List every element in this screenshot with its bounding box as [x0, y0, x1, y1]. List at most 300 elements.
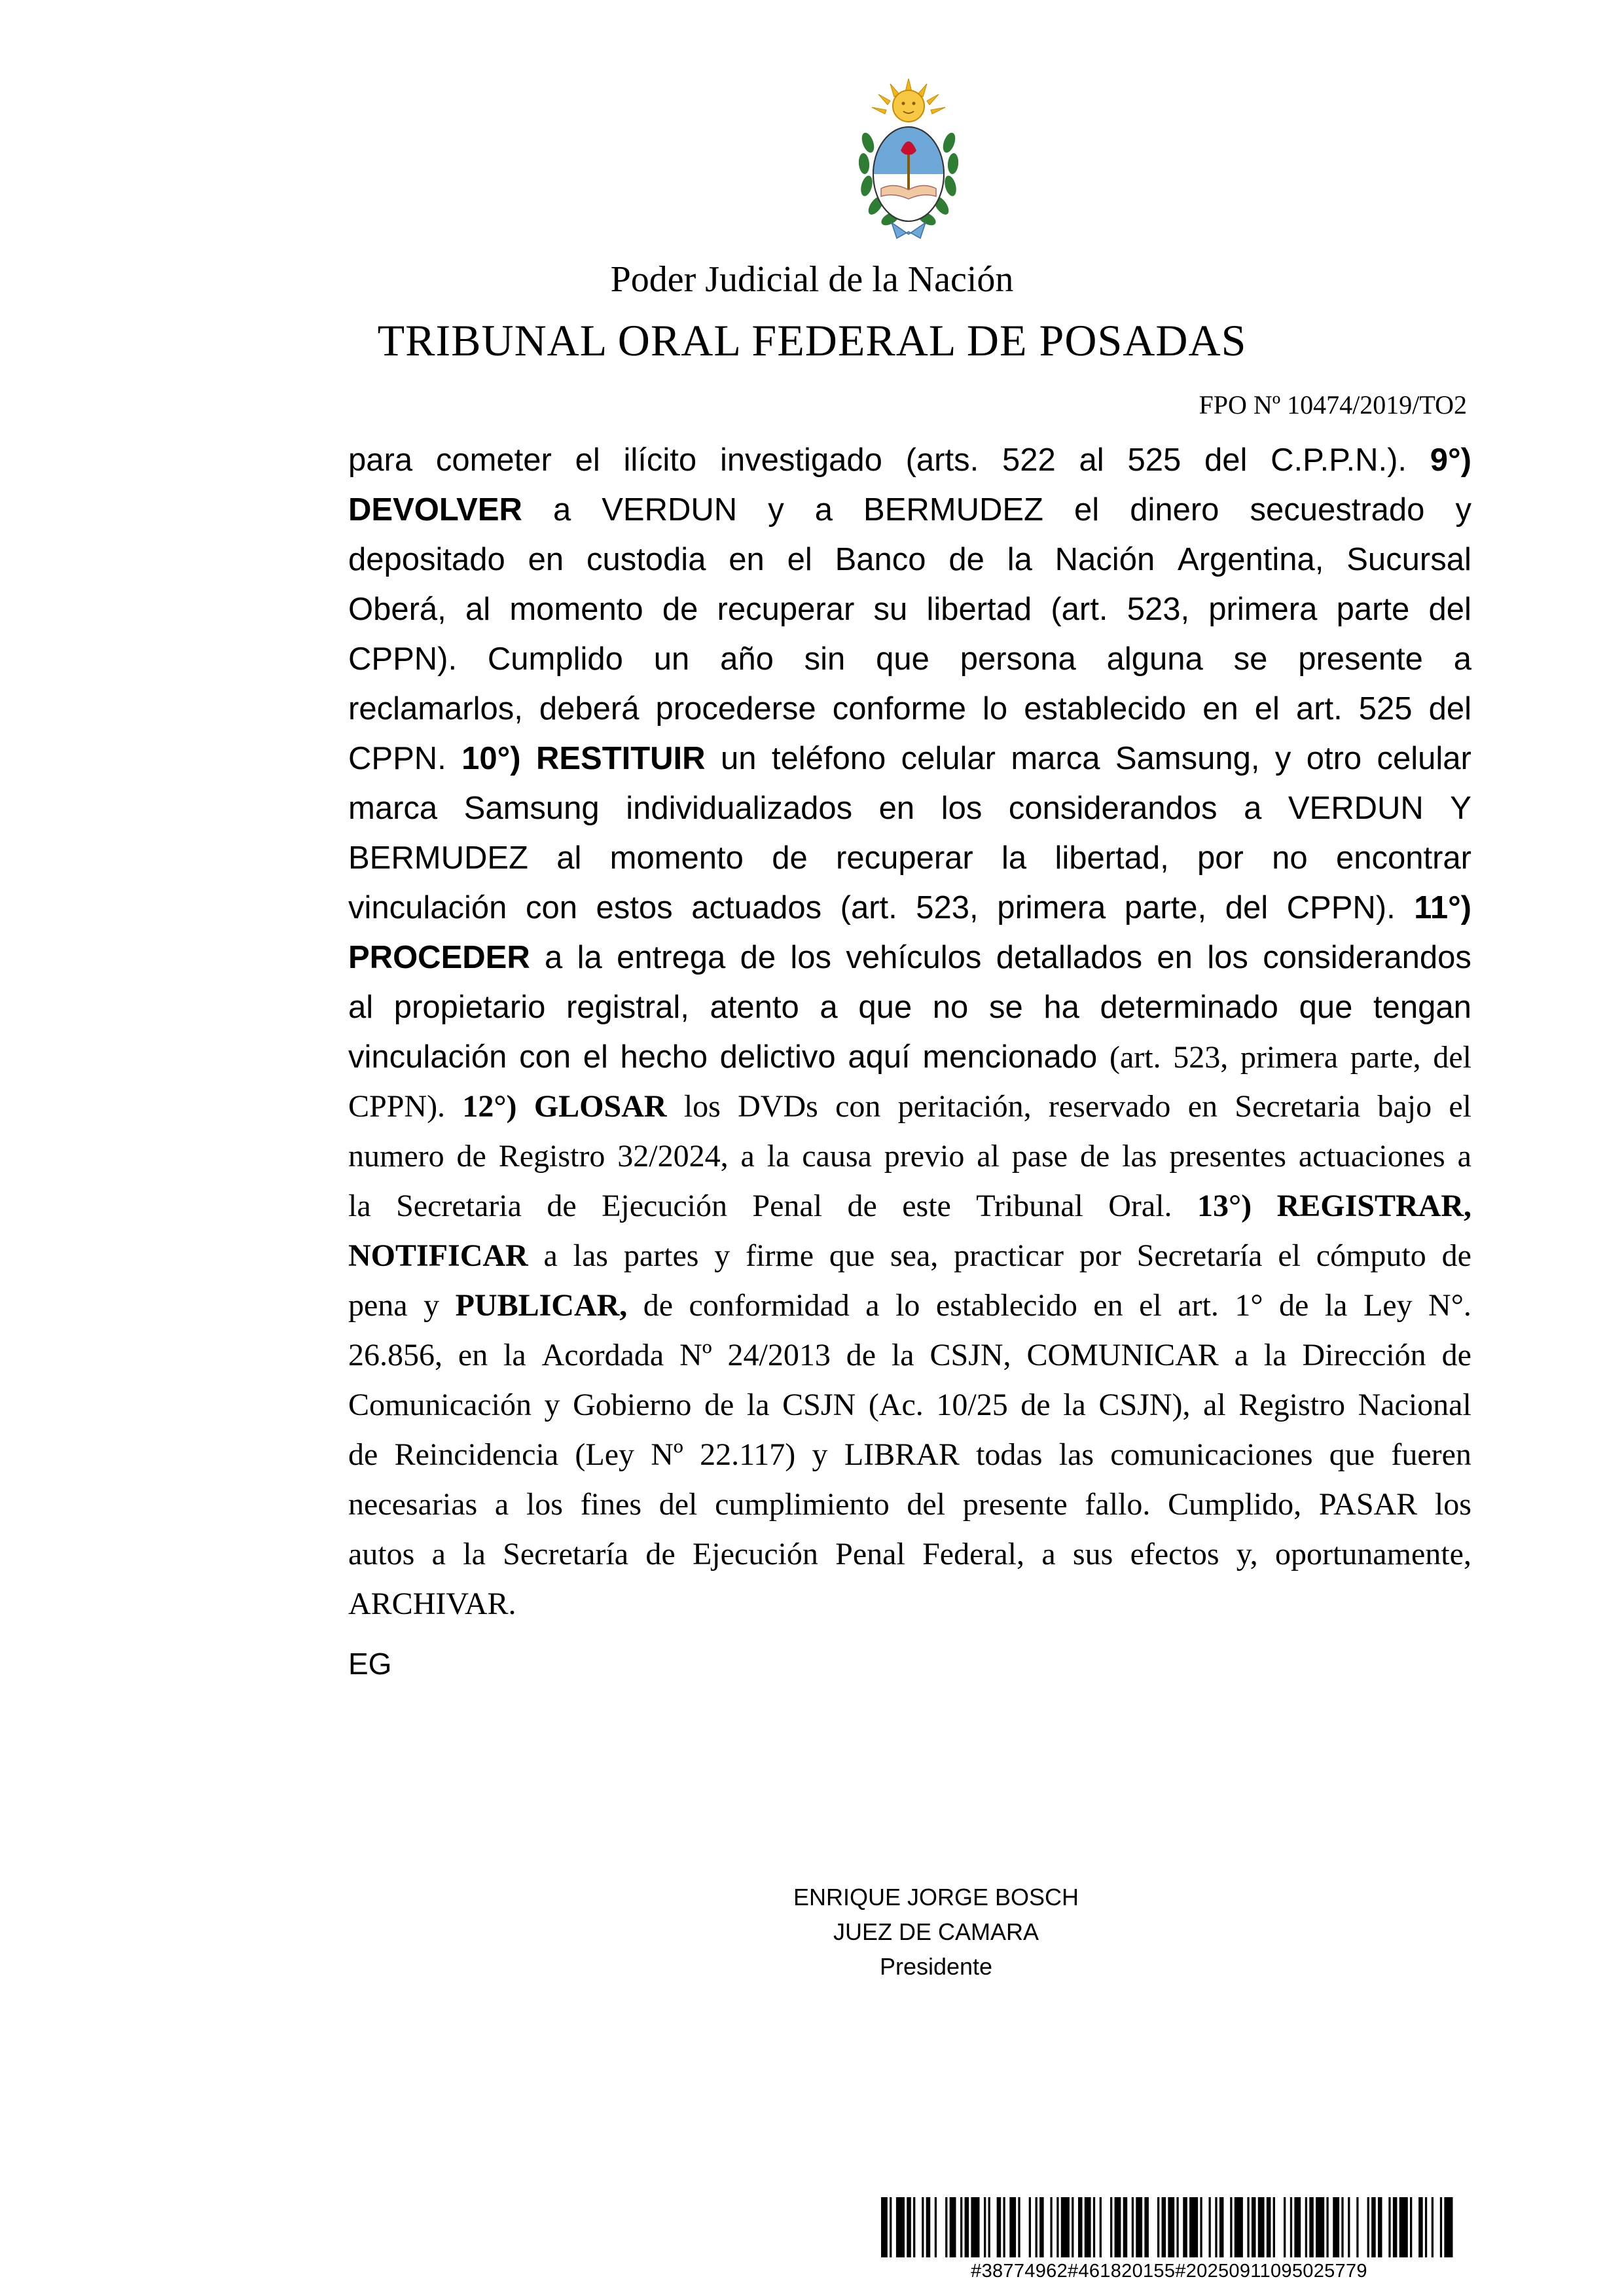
- barcode-bar: [1356, 2197, 1358, 2257]
- word: del: [1428, 592, 1471, 627]
- barcode-bar: [1393, 2197, 1398, 2257]
- word: cumplimiento: [715, 1487, 890, 1522]
- word: marca: [1011, 741, 1100, 776]
- word: persona: [960, 641, 1076, 677]
- word: la: [746, 1388, 770, 1422]
- word: 22.117): [700, 1437, 796, 1472]
- word: a: [494, 1487, 509, 1522]
- barcode-bar: [1273, 2197, 1275, 2257]
- word: propietario: [393, 990, 546, 1025]
- word: a: [814, 492, 833, 528]
- bold-word: PROCEDER: [348, 940, 530, 975]
- word: vinculación: [348, 1039, 507, 1075]
- word: 523,: [1127, 592, 1190, 627]
- word: LIBRAR: [844, 1437, 960, 1472]
- word: depositado: [348, 542, 505, 577]
- barcode-bar: [971, 2197, 979, 2257]
- barcode-bar: [1123, 2197, 1128, 2257]
- word: (art.: [840, 890, 897, 925]
- word: la: [463, 1537, 486, 1571]
- word: determinado: [1100, 990, 1278, 1025]
- barcode-bar: [1219, 2197, 1224, 2257]
- word: de: [662, 592, 698, 627]
- word: la: [503, 1338, 526, 1372]
- word: ARCHIVAR.: [348, 1587, 516, 1621]
- body-line: [348, 1032, 1471, 1082]
- word: efectos: [1130, 1537, 1219, 1571]
- barcode-bar: [1247, 2197, 1249, 2257]
- word: a: [820, 990, 838, 1025]
- bold-word: RESTITUIR: [535, 741, 706, 776]
- word: en: [528, 542, 564, 577]
- word: y,: [1236, 1537, 1258, 1571]
- word: en: [1187, 1089, 1218, 1124]
- word: el: [1139, 1288, 1162, 1323]
- word: ,: [619, 1288, 628, 1323]
- word: a: [1453, 641, 1471, 677]
- barcode-bar: [896, 2197, 905, 2257]
- body-line: [348, 435, 1471, 485]
- word: por: [1197, 840, 1244, 876]
- word: momento: [509, 592, 643, 627]
- word: Ejecución: [602, 1189, 727, 1223]
- body-line: [348, 535, 1471, 584]
- word: conformidad: [689, 1288, 850, 1323]
- word: de: [1079, 1139, 1110, 1174]
- word: COMUNICAR: [1026, 1338, 1219, 1372]
- word: que: [1299, 990, 1353, 1025]
- word: Ley: [1363, 1288, 1413, 1323]
- word: alguna: [1106, 641, 1203, 677]
- court-name: TRIBUNAL ORAL FEDERAL DE POSADAS: [377, 315, 1247, 365]
- word: investigado: [719, 442, 882, 478]
- barcode-bar: [1085, 2197, 1091, 2257]
- word: a: [865, 1288, 880, 1323]
- word: del: [1433, 1040, 1471, 1075]
- signature-block: [707, 1880, 1165, 1984]
- word: y: [1455, 492, 1471, 528]
- word: VERDUN: [602, 492, 738, 528]
- barcode-bar: [1316, 2197, 1324, 2257]
- word: sin: [804, 641, 846, 677]
- word: y: [544, 1388, 560, 1422]
- word: 32/2024,: [617, 1139, 729, 1174]
- word: a: [431, 1537, 446, 1571]
- word: de: [1279, 1288, 1309, 1323]
- word: que: [876, 641, 929, 677]
- word: que: [1329, 1437, 1375, 1472]
- word: presente: [962, 1487, 1068, 1522]
- word: hecho: [620, 1039, 708, 1075]
- word: las: [1122, 1139, 1157, 1174]
- word: actuados: [691, 890, 822, 925]
- barcode-bar: [1200, 2197, 1202, 2257]
- word: individualizados: [626, 791, 853, 826]
- word: (Ley: [575, 1437, 634, 1472]
- word: considerandos: [1263, 940, 1471, 975]
- barcode-bar: [1367, 2197, 1369, 2257]
- word: practicar: [954, 1238, 1064, 1273]
- word: vinculación: [348, 890, 507, 925]
- word: 26.856,: [348, 1338, 442, 1372]
- bold-word: DEVOLVER: [348, 492, 522, 528]
- word: marca: [348, 791, 438, 826]
- word: Tribunal: [976, 1189, 1083, 1223]
- word: Secretaria: [396, 1189, 522, 1223]
- barcode-bar: [1290, 2197, 1292, 2257]
- barcode-bar: [1162, 2197, 1166, 2257]
- word: ha: [1043, 990, 1079, 1025]
- word: del: [1428, 691, 1471, 726]
- word: CSJN,: [929, 1338, 1011, 1372]
- word: sus: [1072, 1537, 1113, 1571]
- word: custodia: [586, 542, 706, 577]
- word: establecido: [1024, 691, 1187, 726]
- word: para: [348, 442, 413, 478]
- barcode-bar: [1258, 2197, 1265, 2257]
- barcode-bar: [1305, 2197, 1307, 2257]
- word: art.: [1295, 691, 1343, 726]
- barcode-bar: [1056, 2197, 1058, 2257]
- word: Secretaría: [1136, 1238, 1263, 1273]
- barcode-bar: [1399, 2197, 1408, 2257]
- word: con: [525, 890, 577, 925]
- body-line: [348, 734, 1471, 783]
- barcode-bar: [1176, 2197, 1178, 2257]
- barcode-bar: [1018, 2197, 1020, 2257]
- word: procederse: [655, 691, 816, 726]
- word: los: [1207, 940, 1248, 975]
- word: Secretaría: [503, 1537, 629, 1571]
- signer-role: Presidente: [879, 1953, 993, 1980]
- word: de: [643, 1288, 674, 1323]
- word: del: [1225, 890, 1269, 925]
- bold-word: 9°): [1430, 442, 1471, 478]
- word: la: [1324, 1288, 1348, 1323]
- barcode-bar: [1440, 2197, 1442, 2257]
- word: Registro: [1238, 1388, 1345, 1422]
- barcode-bar: [935, 2197, 937, 2257]
- body-line: [348, 1082, 1471, 1132]
- word: las: [573, 1238, 608, 1273]
- barcode-bar: [913, 2197, 915, 2257]
- word: sea,: [890, 1238, 939, 1273]
- body-line: [348, 1331, 1471, 1380]
- body-line: [348, 584, 1471, 634]
- word: otro: [1306, 741, 1362, 776]
- word: previo: [884, 1139, 965, 1174]
- word: oportunamente,: [1274, 1537, 1471, 1571]
- word: 523,: [916, 890, 979, 925]
- word: del: [907, 1487, 946, 1522]
- barcode-bar: [1157, 2197, 1159, 2257]
- word: la: [1001, 840, 1027, 876]
- word: Samsung: [463, 791, 600, 826]
- word: la: [767, 1139, 790, 1174]
- word: no: [932, 990, 969, 1025]
- word: detallados: [996, 940, 1143, 975]
- word: el: [1278, 1238, 1301, 1273]
- word: primera: [997, 890, 1106, 925]
- word: Reincidencia: [394, 1437, 559, 1472]
- barcode-bar: [1252, 2197, 1256, 2257]
- word: de: [1020, 1388, 1051, 1422]
- word: y: [812, 1437, 828, 1472]
- word: tengan: [1373, 990, 1471, 1025]
- barcode-bar: [1230, 2197, 1232, 2257]
- word: Nacional: [1358, 1388, 1471, 1422]
- word: de: [847, 1189, 877, 1223]
- barcode-bar: [1144, 2197, 1149, 2257]
- barcode-bar: [1378, 2197, 1382, 2257]
- word: la: [1263, 1338, 1287, 1372]
- word: CSJN),: [1098, 1388, 1191, 1422]
- bold-word: GLOSAR: [533, 1089, 667, 1124]
- word: reclamarlos,: [348, 691, 523, 726]
- word: 522: [1002, 442, 1056, 478]
- barcode-bar: [1341, 2197, 1343, 2257]
- word: Ejecución: [692, 1537, 818, 1571]
- barcode-bar: [890, 2197, 892, 2257]
- word: Argentina,: [1178, 542, 1324, 577]
- word: al: [556, 840, 582, 876]
- word: registral,: [566, 990, 689, 1025]
- barcode-bar: [965, 2197, 969, 2257]
- word: Nº: [679, 1338, 712, 1372]
- body-line: [348, 634, 1471, 684]
- word: Oberá,: [348, 592, 446, 627]
- word: no: [1272, 840, 1308, 876]
- body-line: [348, 833, 1471, 883]
- word: al: [1079, 442, 1104, 478]
- barcode-bar: [1029, 2197, 1031, 2257]
- word: a: [1234, 1338, 1249, 1372]
- signer-name: ENRIQUE JORGE BOSCH: [793, 1884, 1079, 1910]
- case-number: FPO Nº 10474/2019/TO2: [1199, 390, 1467, 420]
- body-line: [348, 783, 1471, 833]
- word: a: [740, 1139, 755, 1174]
- author-initials: EG: [348, 1647, 392, 1681]
- word: fueren: [1391, 1437, 1471, 1472]
- word: 24/2013: [727, 1338, 831, 1372]
- word: su: [873, 592, 908, 627]
- word: Cumplido,: [1168, 1487, 1302, 1522]
- barcode-bar: [1348, 2197, 1350, 2257]
- barcode-bar: [1209, 2197, 1211, 2257]
- word: numero: [348, 1139, 444, 1174]
- word: con: [835, 1089, 881, 1124]
- word: el: [575, 442, 600, 478]
- barcode-bar: [1410, 2197, 1412, 2257]
- word: presentes: [1169, 1139, 1286, 1174]
- word: CPPN.: [348, 741, 446, 776]
- word: bajo: [1377, 1089, 1432, 1124]
- body-line: [348, 1530, 1471, 1579]
- word: encontrar: [1335, 840, 1471, 876]
- word: BERMUDEZ: [863, 492, 1043, 528]
- word: el: [1449, 1089, 1471, 1124]
- word: VERDUN: [1288, 791, 1424, 826]
- word: 10/25: [936, 1388, 1008, 1422]
- barcode-bar: [984, 2197, 986, 2257]
- word: (Ac.: [868, 1388, 924, 1422]
- body-line: [348, 1231, 1471, 1281]
- word: lo: [983, 691, 1008, 726]
- word: C.P.P.N.).: [1271, 442, 1407, 478]
- word: (art.: [1109, 1040, 1161, 1075]
- word: parte,: [1350, 1040, 1421, 1075]
- word: partes: [623, 1238, 699, 1273]
- word: al: [348, 990, 374, 1025]
- word: el: [787, 542, 812, 577]
- word: causa: [802, 1139, 872, 1174]
- word: a: [543, 1238, 558, 1273]
- barcode-bar: [1009, 2197, 1016, 2257]
- word: en: [1157, 940, 1193, 975]
- barcode-bar: [1100, 2197, 1102, 2257]
- word: de: [645, 1537, 676, 1571]
- word: presente: [1298, 641, 1423, 677]
- word: la: [1063, 1388, 1086, 1422]
- word: este: [902, 1189, 951, 1223]
- word: CSJN: [782, 1388, 856, 1422]
- word: CPPN).: [348, 641, 458, 677]
- word: la: [1007, 542, 1032, 577]
- word: considerandos: [1008, 791, 1218, 826]
- word: teléfono: [771, 741, 886, 776]
- barcode-bar: [1284, 2197, 1286, 2257]
- barcode-bar: [1110, 2197, 1112, 2257]
- barcode-bar: [1294, 2197, 1301, 2257]
- word: la: [891, 1338, 914, 1372]
- word: Oral.: [1108, 1189, 1172, 1223]
- word: de: [1441, 1338, 1471, 1372]
- word: aquí: [848, 1039, 911, 1075]
- word: en: [878, 791, 915, 826]
- body-line: [348, 1132, 1471, 1181]
- word: Comunicación: [348, 1388, 532, 1422]
- word: que: [829, 1238, 875, 1273]
- barcode-bar: [1168, 2197, 1174, 2257]
- word: secuestrado: [1250, 492, 1425, 528]
- barcode-bar: [1371, 2197, 1376, 2257]
- word: Y: [1450, 791, 1471, 826]
- institution-name: Poder Judicial de la Nación: [610, 259, 1014, 300]
- word: deberá: [539, 691, 640, 726]
- word: a: [1041, 1537, 1056, 1571]
- bold-word: REGISTRAR,: [1276, 1189, 1471, 1223]
- word: y: [1274, 741, 1291, 776]
- argentine-coat-of-arms-icon: [852, 77, 965, 241]
- barcode-bar: [1189, 2197, 1198, 2257]
- barcode-bar: [907, 2197, 911, 2257]
- barcode-bar: [1036, 2197, 1038, 2257]
- barcode-bar: [945, 2197, 947, 2257]
- word: se: [988, 990, 1023, 1025]
- barcode-bar: [1093, 2197, 1095, 2257]
- body-line: [348, 684, 1471, 734]
- signer-title: JUEZ DE CAMARA: [833, 1918, 1039, 1945]
- word: primera: [1240, 1040, 1339, 1075]
- word: el: [1254, 691, 1280, 726]
- barcode-bar: [1267, 2197, 1271, 2257]
- word: todas: [976, 1437, 1043, 1472]
- word: un: [720, 741, 757, 776]
- word: libertad,: [1055, 840, 1169, 876]
- word: necesarias: [348, 1487, 478, 1522]
- word: al: [465, 592, 491, 627]
- word: en: [458, 1338, 488, 1372]
- word: entrega: [617, 940, 726, 975]
- barcode-bar: [960, 2197, 962, 2257]
- word: al: [1203, 1388, 1226, 1422]
- word: N°.: [1428, 1288, 1471, 1323]
- barcode-bar: [1115, 2197, 1121, 2257]
- barcode-bar: [1388, 2197, 1390, 2257]
- barcode-bar: [997, 2197, 1001, 2257]
- word: fines: [580, 1487, 641, 1522]
- word: Acordada: [541, 1338, 664, 1372]
- word: (art.: [1051, 592, 1108, 627]
- word: 525: [1127, 442, 1182, 478]
- word: Sucursal: [1346, 542, 1471, 577]
- word: Nación: [1055, 542, 1155, 577]
- word: las: [1058, 1437, 1094, 1472]
- barcode-icon: [881, 2197, 1457, 2257]
- word: se: [1233, 641, 1268, 677]
- word: comunicaciones: [1110, 1437, 1313, 1472]
- word: CPPN).: [348, 1089, 446, 1124]
- word: a: [1457, 1139, 1471, 1174]
- body-line: [348, 1181, 1471, 1231]
- word: cometer: [435, 442, 552, 478]
- body-line: [348, 933, 1471, 982]
- barcode-bar: [1418, 2197, 1423, 2257]
- barcode-bar: [1061, 2197, 1070, 2257]
- word: parte: [1336, 592, 1410, 627]
- word: por: [1079, 1238, 1121, 1273]
- word: atento: [710, 990, 799, 1025]
- word: establecido: [935, 1288, 1077, 1323]
- word: de: [772, 840, 808, 876]
- barcode-bar: [1309, 2197, 1314, 2257]
- word: CPPN).: [1286, 890, 1396, 925]
- word: que: [858, 990, 912, 1025]
- barcode-bar: [1444, 2197, 1453, 2257]
- barcode-bar: [1425, 2197, 1427, 2257]
- word: 1°: [1235, 1288, 1263, 1323]
- word: 523,: [1173, 1040, 1229, 1075]
- word: pena: [348, 1288, 408, 1323]
- word: a: [545, 940, 563, 975]
- word: con: [519, 1039, 571, 1075]
- word: delictivo: [719, 1039, 836, 1075]
- word: en: [729, 542, 765, 577]
- word: los: [683, 1089, 721, 1124]
- word: recuperar: [717, 592, 855, 627]
- barcode-bar: [1215, 2197, 1217, 2257]
- word: de: [846, 1338, 876, 1372]
- word: 525: [1358, 691, 1413, 726]
- word: del: [659, 1487, 698, 1522]
- word: la: [348, 1189, 371, 1223]
- body-line: [348, 485, 1471, 535]
- word: el: [1074, 492, 1100, 528]
- word: pase: [1011, 1139, 1068, 1174]
- word: Cumplido: [487, 641, 623, 677]
- word: un: [653, 641, 690, 677]
- barcode-bar: [1333, 2197, 1339, 2257]
